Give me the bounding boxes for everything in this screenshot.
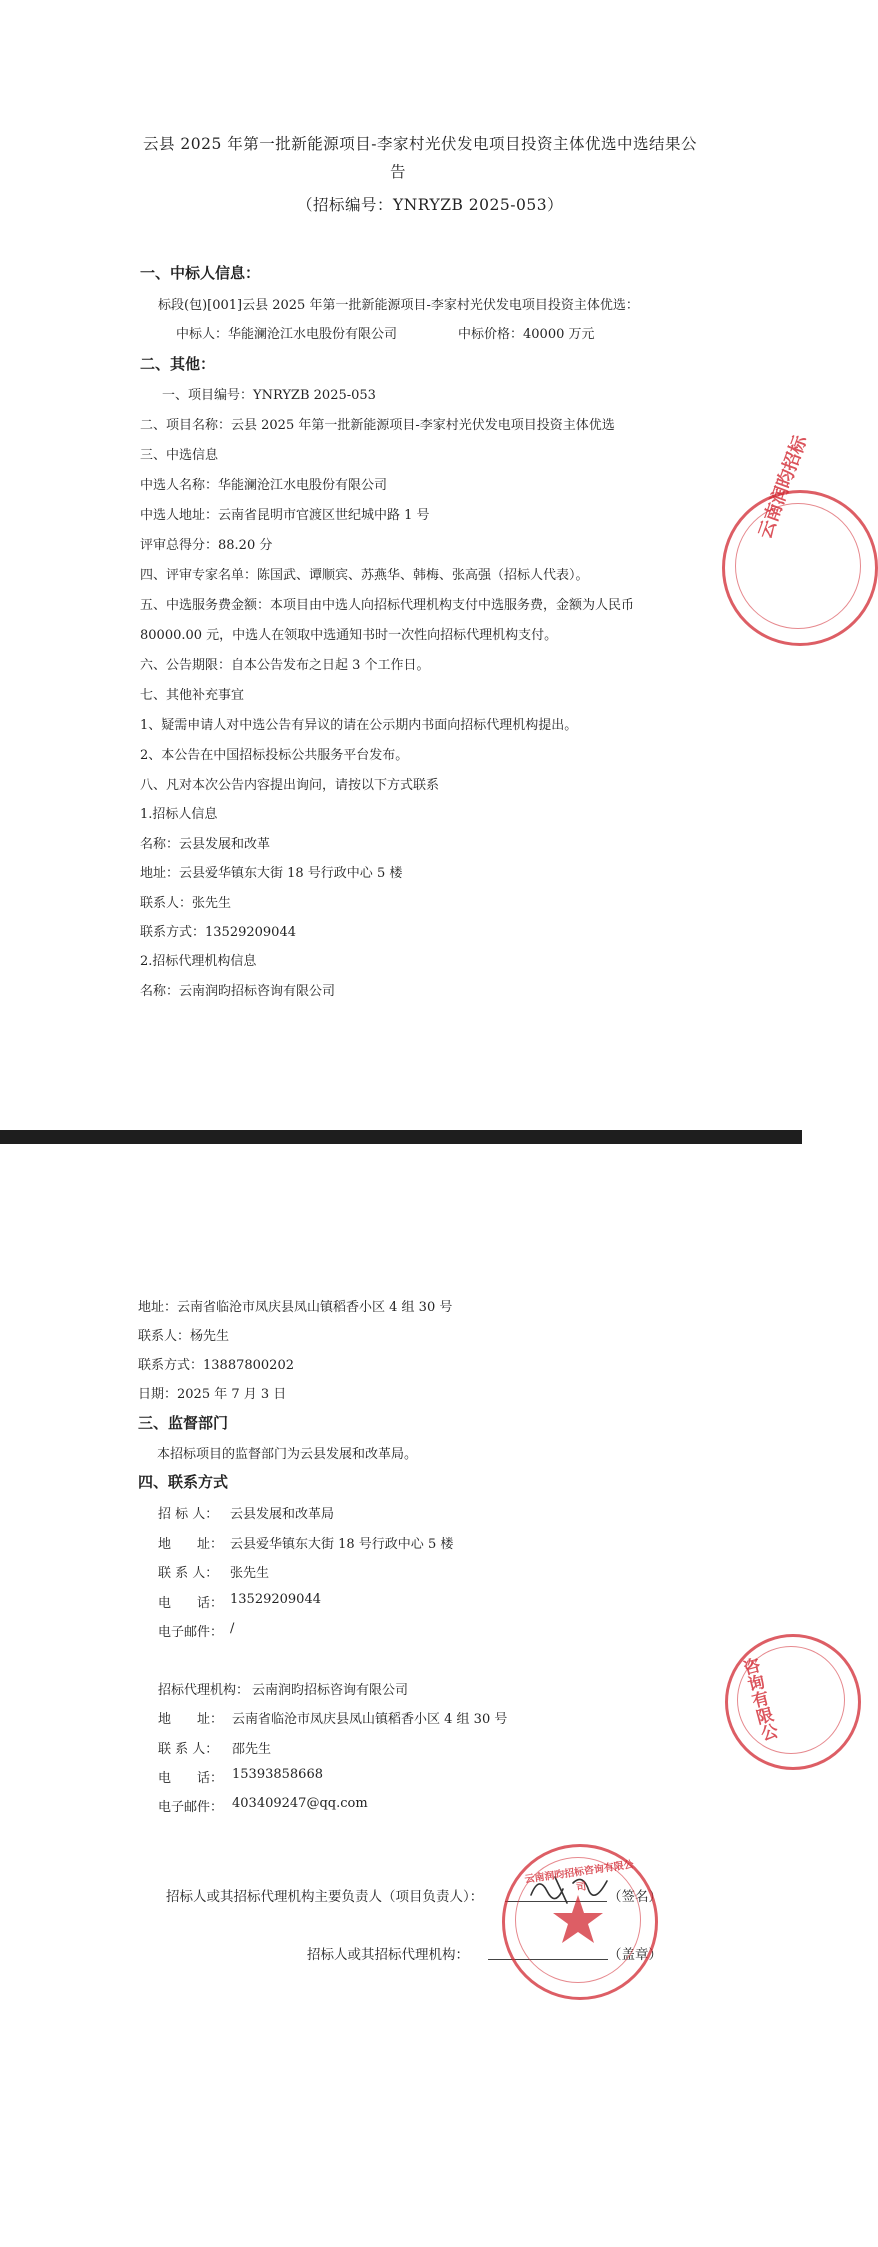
contact-label: 地 址： (158, 1712, 224, 1727)
body-line: 四、评审专家名单：陈国武、谭顺宾、苏燕华、韩梅、张高强（招标人代表）。 (140, 568, 589, 583)
body-line: 中选人名称：华能澜沧江水电股份有限公司 (140, 478, 388, 493)
side-seal-text: 咨询有限公 (737, 1655, 779, 1744)
body-line: 联系方式：13887800202 (138, 1358, 294, 1373)
contact-label: 招 标 人： (158, 1507, 219, 1522)
main-seal-text: 云南润昀招标咨询有限公司 (524, 1859, 635, 1894)
body-line: 1.招标人信息 (140, 807, 218, 822)
body-line: 名称：云南润昀招标咨询有限公司 (140, 984, 336, 999)
body-line: 地址：云南省临沧市凤庆县凤山镇稻香小区 4 组 30 号 (138, 1300, 453, 1315)
contact-value: / (230, 1621, 235, 1636)
contact-value: 13529209044 (230, 1592, 321, 1607)
body-line: 联系方式：13529209044 (140, 925, 296, 940)
contact-label: 联 系 人： (158, 1742, 219, 1757)
body-line: 日期：2025 年 7 月 3 日 (138, 1387, 287, 1402)
seal-text: 云南润昀招标 (754, 432, 812, 542)
contact-label: 电 话： (158, 1596, 224, 1611)
contact-value: 15393858668 (232, 1767, 323, 1782)
signature-suffix: （签名） (608, 1889, 662, 1905)
contact-label: 电子邮件： (158, 1625, 224, 1640)
contact-value: 云县发展和改革局 (230, 1507, 335, 1522)
winner-name: 中标人：华能澜沧江水电股份有限公司 (176, 327, 398, 342)
supervision-text: 本招标项目的监督部门为云县发展和改革局。 (157, 1447, 418, 1462)
section-winner-heading: 一、中标人信息： (140, 264, 261, 282)
seal-suffix: （盖章） (608, 1947, 662, 1963)
body-line: 八、凡对本次公告内容提出询问，请按以下方式联系 (140, 778, 440, 793)
contact-value: 云县爱华镇东大街 18 号行政中心 5 楼 (230, 1537, 454, 1552)
winner-price: 中标价格：40000 万元 (458, 327, 595, 342)
contact-label: 招标代理机构： (158, 1683, 250, 1698)
contact-value: 邵先生 (232, 1742, 272, 1757)
contact-label: 电 话： (158, 1771, 224, 1786)
body-line: 80000.00 元，中选人在领取中选通知书时一次性向招标代理机构支付。 (140, 628, 558, 643)
section-contact-heading: 四、联系方式 (138, 1473, 229, 1491)
section-supervision-heading: 三、监督部门 (138, 1414, 229, 1432)
section-other-heading: 二、其他： (140, 355, 216, 373)
notice-title-line1: 云县 2025 年第一批新能源项目-李家村光伏发电项目投资主体优选中选结果公 (143, 135, 698, 153)
official-seal (722, 432, 878, 646)
main-seal (502, 1844, 658, 2000)
body-line: 七、其他补充事宜 (140, 688, 245, 703)
body-line: 1、疑需申请人对中选公告有异议的请在公示期内书面向招标代理机构提出。 (140, 718, 578, 733)
body-line: 六、公告期限：自本公告发布之日起 3 个工作日。 (140, 658, 430, 673)
contact-label: 联 系 人： (158, 1566, 219, 1581)
lot-line: 标段(包)[001]云县 2025 年第一批新能源项目-李家村光伏发电项目投资主体优选： (158, 298, 639, 313)
contact-value: 403409247@qq.com (232, 1796, 368, 1811)
body-line: 联系人：杨先生 (138, 1329, 230, 1344)
body-line: 名称：云县发展和改革 (140, 837, 271, 852)
notice-title-line2: 告 (390, 163, 407, 181)
seal-label: 招标人或其招标代理机构： (307, 1947, 469, 1963)
seal-star-icon (550, 1892, 606, 1948)
body-line: 地址：云县爱华镇东大街 18 号行政中心 5 楼 (140, 866, 403, 881)
contact-label: 地 址： (158, 1537, 224, 1552)
body-line: 二、项目名称：云县 2025 年第一批新能源项目-李家村光伏发电项目投资主体优选 (140, 418, 615, 433)
contact-value: 云南润昀招标咨询有限公司 (252, 1683, 409, 1698)
document-page-1 (0, 0, 812, 1130)
contact-value: 云南省临沧市凤庆县凤山镇稻香小区 4 组 30 号 (232, 1712, 508, 1727)
page-divider (0, 1130, 802, 1144)
body-line: 2、本公告在中国招标投标公共服务平台发布。 (140, 748, 409, 763)
tender-code: （招标编号：YNRYZB 2025-053） (297, 196, 564, 214)
body-line: 三、中选信息 (140, 448, 219, 463)
body-line: 中选人地址：云南省昆明市官渡区世纪城中路 1 号 (140, 508, 430, 523)
body-line: 联系人：张先生 (140, 896, 232, 911)
signature-label: 招标人或其招标代理机构主要负责人（项目负责人）： (166, 1889, 484, 1905)
body-line: 五、中选服务费金额：本项目由中选人向招标代理机构支付中选服务费，金额为人民币 (140, 598, 635, 613)
body-line: 评审总得分：88.20 分 (140, 538, 273, 553)
side-seal (725, 1634, 861, 1770)
body-line: 一、项目编号：YNRYZB 2025-053 (162, 388, 376, 403)
body-line: 2.招标代理机构信息 (140, 954, 257, 969)
contact-label: 电子邮件： (158, 1800, 224, 1815)
contact-value: 张先生 (230, 1566, 270, 1581)
document-page-2 (0, 1144, 802, 2247)
